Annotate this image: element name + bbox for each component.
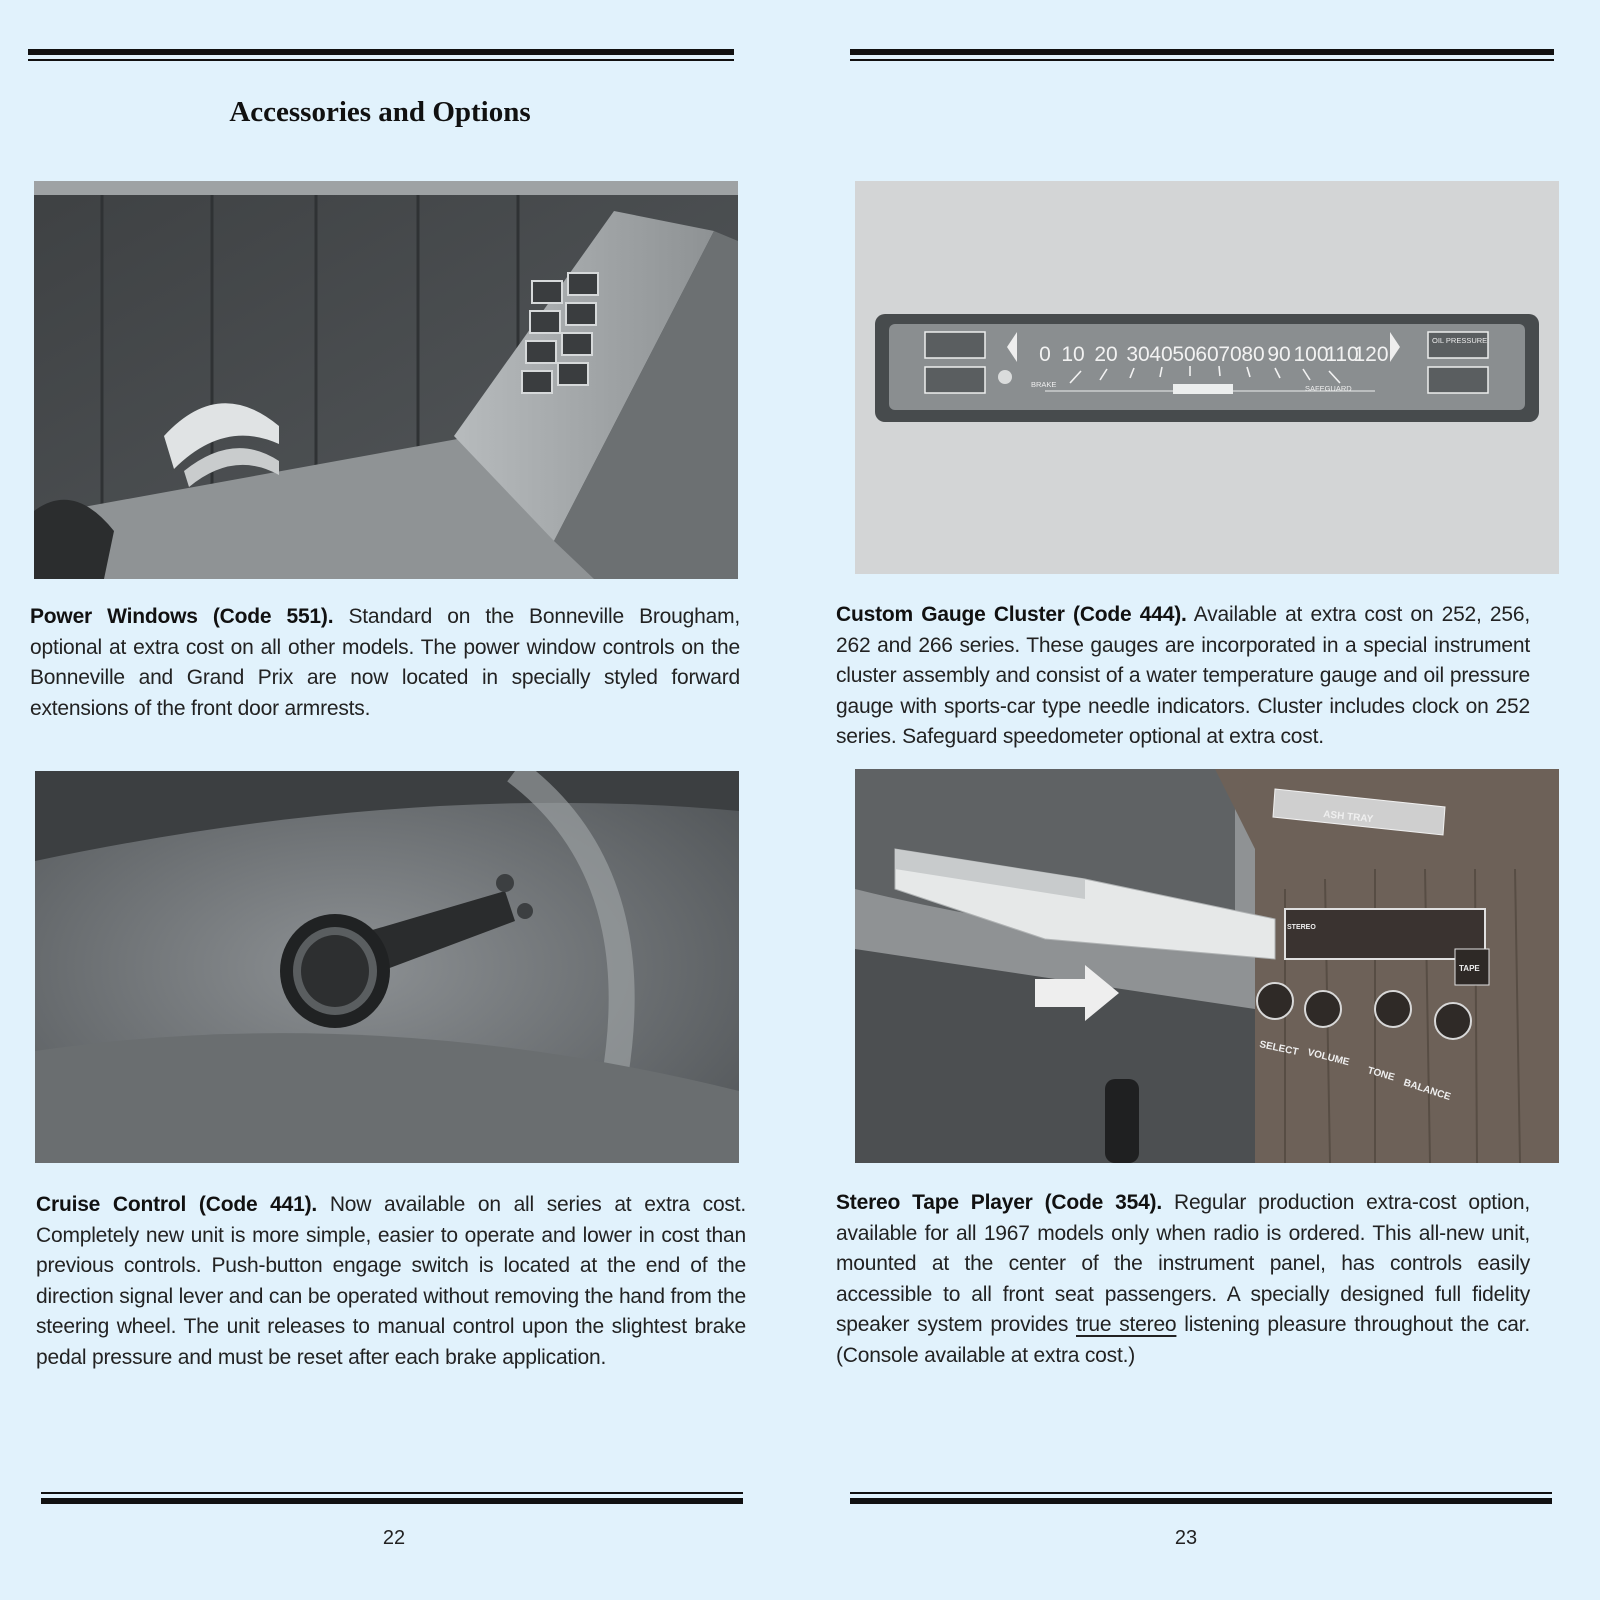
page-heading: Accessories and Options — [229, 96, 531, 128]
speedometer-mark: 30 — [1126, 343, 1150, 366]
speedometer-mark: 60 — [1195, 343, 1219, 366]
stereo-tape-player-caption — [836, 1188, 1530, 1371]
bottom-rule-left — [41, 1492, 743, 1504]
speedometer-mark: 10 — [1061, 343, 1085, 366]
page-number-right: 23 — [1174, 1527, 1198, 1549]
gauge-cluster-title: Custom Gauge Cluster (Code 444). — [836, 603, 1187, 626]
stereo-tape-player-body-end: listening pleasure throughout the car. (Console available at extra cost.) — [836, 1313, 1531, 1367]
gauge-cluster-body: Available at extra cost on 252, 256, 262 and 266 series. These gauges are incorporated in a special instrument cluster assembly and consist of a water temperature gauge and oil pressure gauge with sports-car type needle indicators. Cluster includes clock on 252 series. Safeguard speedometer optional at extra cost. — [836, 603, 1530, 748]
oil-pressure-label: OIL PRESSURE — [1432, 336, 1488, 345]
speedometer-mark: 0 — [1039, 343, 1051, 366]
speedometer-mark: 90 — [1267, 343, 1291, 366]
speedometer-mark: 120 — [1353, 343, 1389, 366]
speedometer-mark: 40 — [1149, 343, 1173, 366]
speedometer-mark: 20 — [1094, 343, 1118, 366]
cruise-control-title: Cruise Control (Code 441). — [36, 1193, 318, 1216]
stereo-tape-player-photo — [855, 769, 1559, 1163]
speedometer-mark: 70 — [1218, 343, 1242, 366]
bottom-rule-right — [850, 1492, 1552, 1504]
top-rule-right — [850, 49, 1554, 61]
cruise-control-body: Now available on all series at extra cost. Completely new unit is more simple, easier to operate and lower in cost than previous controls. Push-button engage switch is located at the end of the direction signal lever and can be operated without removing the hand from the steering wheel. The unit releases to manual control upon the slightest brake pedal pressure and must be reset after each brake application. — [36, 1193, 747, 1369]
right-page — [800, 0, 1600, 1600]
stereo-tape-player-body: Regular production extra-cost option, available for all 1967 models only when radio is ordered. This all-new unit, mounted at the center of the instrument panel, has controls easily accessible to all front seat passengers. A specially designed full fidelity speaker system provides — [836, 1191, 1531, 1336]
top-rule-left — [28, 49, 734, 61]
select-label: SELECT — [1258, 1039, 1300, 1059]
ash-tray-label: ASH TRAY — [1322, 809, 1374, 826]
volume-label: VOLUME — [1306, 1047, 1351, 1069]
cruise-control-photo — [35, 771, 739, 1163]
brake-label: BRAKE — [1031, 380, 1057, 389]
speedometer-mark: 100 — [1293, 343, 1329, 366]
speedometer-mark: 110 — [1325, 343, 1359, 366]
cruise-control-caption — [36, 1190, 746, 1373]
true-stereo-underlined: true stereo — [1076, 1313, 1177, 1336]
power-windows-title: Power Windows (Code 551). — [30, 605, 334, 628]
balance-label: BALANCE — [1402, 1077, 1452, 1103]
gauge-cluster-caption — [836, 600, 1530, 753]
tape-label: TAPE — [1459, 964, 1480, 973]
tone-label: TONE — [1366, 1065, 1396, 1084]
speedometer-mark: 80 — [1241, 343, 1265, 366]
stereo-label: STEREO — [1287, 924, 1316, 931]
power-windows-caption — [30, 602, 740, 724]
power-windows-photo — [34, 181, 738, 579]
speedometer-mark: 50 — [1172, 343, 1196, 366]
safeguard-label: SAFEGUARD — [1305, 384, 1352, 393]
page-number-left: 22 — [382, 1527, 406, 1549]
gauge-cluster-photo — [855, 181, 1559, 574]
stereo-tape-player-title: Stereo Tape Player (Code 354). — [836, 1191, 1162, 1214]
power-windows-body: Standard on the Bonneville Brougham, optional at extra cost on all other models. The power window controls on the Bonneville and Grand Prix are now located in specially styled forward extensions of the front door armrests. — [30, 605, 741, 720]
